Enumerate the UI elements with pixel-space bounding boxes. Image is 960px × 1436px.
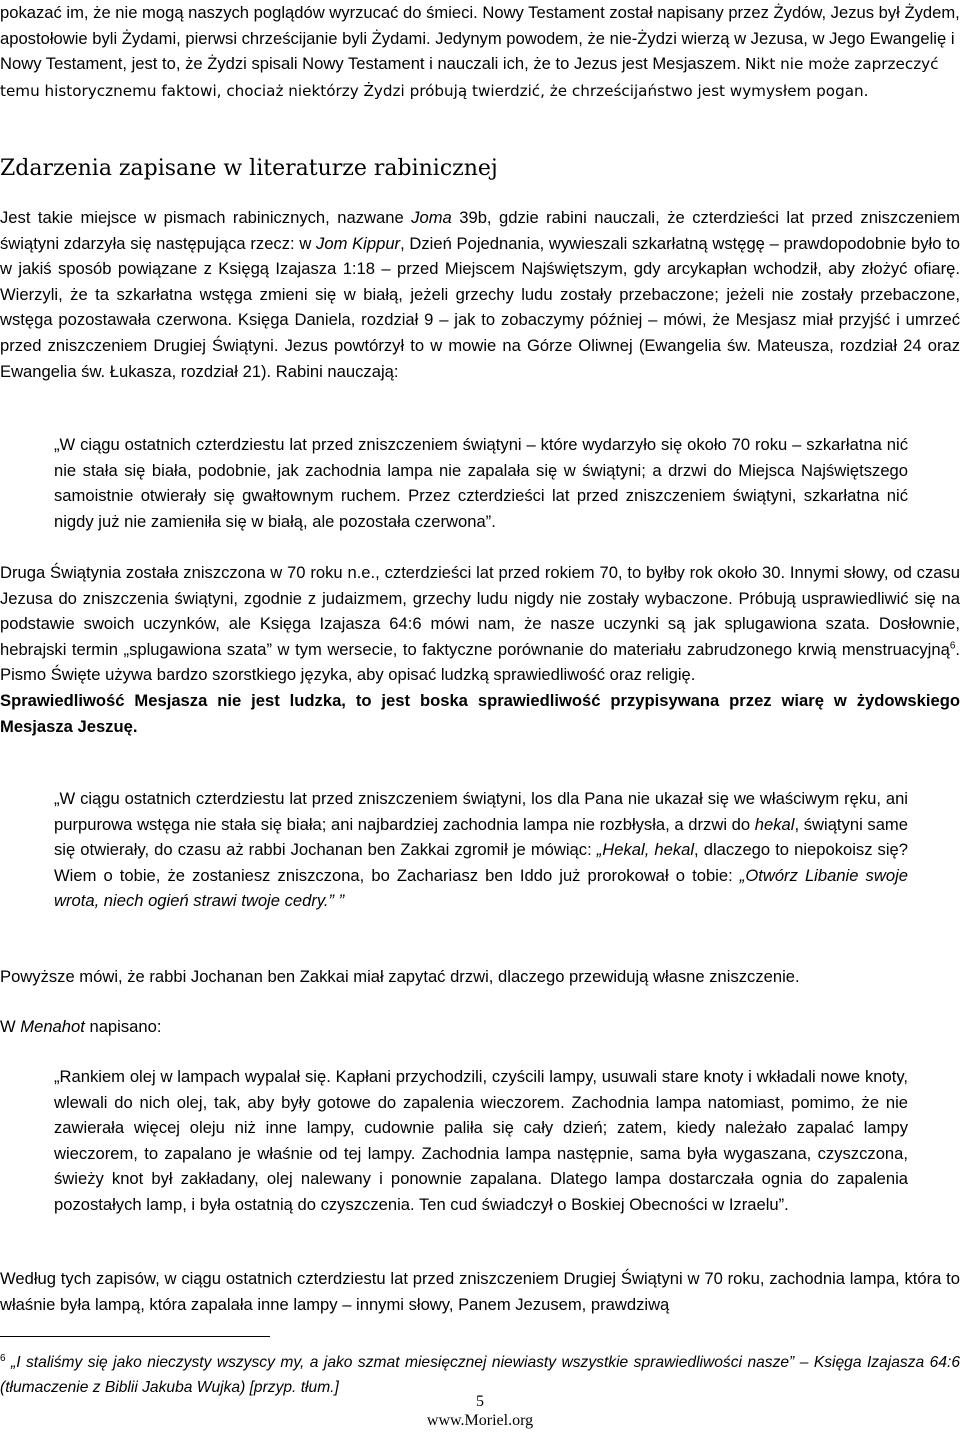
- blockquote-western-lamp: „Rankiem olej w lampach wypalał się. Kapłani przychodzili, czyścili lampy, usuwali stare knoty i wkładali nowe knoty, wlewali do nich olej, tak, aby były gotowe do zapalenia wieczorem. Zachodnia lampa natomiast, pomimo, że nie zawierała więcej oleju niż inne lampy, cudownie paliła się cały dzień; zatem, kiedy należało zapalać lampy wieczorem, to zapalano je właśnie od tej lampy. Zachodnia lampa następnie, sama była wygaszana, czyszczona, świeży knot był zakładany, olej nalewany i ponownie zapalana. Dlatego lampa dostarczała ognia do zapalenia pozostałych lamp, i była ostatnią do czyszczenia. Ten cud świadczył o Boskiej Obecności w Izraelu”.: [54, 1067, 908, 1214]
- section-heading: Zdarzenia zapisane w literaturze rabinicznej: [0, 156, 498, 181]
- paragraph-menahot: [0, 1014, 960, 1040]
- footnote-ref: 6: [949, 640, 956, 652]
- blockquote-scarlet-thread: „W ciągu ostatnich czterdziestu lat przed zniszczeniem świątyni – które wydarzyło się około 70 roku – szkarłatna nić nie stała się biała, podobnie, jak zachodnia lampa nie zapalała się w świątyni; a drzwi do Miejsca Najświętszego samoistnie otwierały się gwałtownym ruchem. Przez czterdzieści lat przed zniszczeniem świątyni, szkarłatna nić nigdy już nie zamieniła się w białą, ale pozostała czerwona”.: [54, 435, 908, 531]
- term-hekal-quote: „Hekal, hekal: [596, 840, 695, 860]
- term-hekal: hekal: [754, 814, 795, 834]
- bold-statement: Sprawiedliwość Mesjasza nie jest ludzka, to jest boska sprawiedliwość przypisywana przez wiarę w żydowskiego Mesjasza Jeszuę.: [0, 690, 960, 736]
- paragraph-second-temple: [0, 560, 960, 739]
- term-joma: Joma: [411, 208, 452, 227]
- paragraph-joma: [0, 205, 960, 384]
- text-span: , Dzień Pojednania, wywieszali szkarłatną wstęgę – prawdopodobnie było to w jakiś sposób powiązane z Księgą Izajasza 1:18 – przed Miejscem Najświętszym, gdy arcykapłan wchodził, aby złożyć ofiarę. Wierzyli, że ta szkarłatna wstęga zmieni się w białą, jeżeli grzechy ludu zostały przebaczone; jeżeli nie zostały przebaczone, wstęga pozostawała czerwona. Księga Daniela, rozdział 9 – jak to zobaczymy później – mówi, że Mesjasz miał przyjść i umrzeć przed zniszczeniem Drugiej Świątyni. Jezus powtórzył to w mowie na Górze Oliwnej (Ewangelia św. Mateusza, rozdział 24 oraz Ewangelia św. Łukasza, rozdział 21). Rabini nauczają:: [0, 233, 960, 381]
- text-span: . Pismo Święte używa bardzo szorstkiego języka, aby opisać ludzką sprawiedliwość oraz religię.: [0, 639, 960, 685]
- paragraph-according-records: Według tych zapisów, w ciągu ostatnich czterdziestu lat przed zniszczeniem Drugiej Świątyni w 70 roku, zachodnia lampa, która to właśnie była lampą, która zapalała inne lampy – innymi słowy, Panem Jezusem, prawdziwą: [0, 1269, 960, 1314]
- term-jom-kippur: Jom Kippur: [316, 233, 401, 253]
- text-span: , świątyni same się otwierały, do czasu aż rabbi Jochanan ben Zakkai zgromił je mówiąc:: [54, 814, 908, 860]
- text-span: „W ciągu ostatnich czterdziestu lat przed zniszczeniem świątyni, los dla Pana nie ukazał się we właściwym ręku, ani purpurowa wstęga nie stała się biała; ani najbardziej zachodnia lampa nie rozbłysła, a drzwi do: [54, 789, 908, 834]
- text-span: napisano:: [84, 1017, 162, 1036]
- zechariah-quote: „Otwórz Libanie swoje wrota, niech ogień strawi twoje cedry.” ”: [54, 865, 908, 911]
- footnote-marker: 6: [0, 1352, 6, 1364]
- text-span: Jest takie miejsce w pismach rabinicznych, nazwane: [0, 208, 412, 227]
- intro-sentence-2: Nikt nie może zaprzeczyć temu historycznemu faktowi, chociaż niektórzy Żydzi próbują twierdzić, że chrześcijaństwo jest wymysłem pogan.: [0, 55, 939, 100]
- term-menahot: Menahot: [20, 1017, 85, 1036]
- text-span: , dlaczego to niepokoisz się? Wiem o tobie, że zostaniesz zniszczona, bo Zachariasz ben Iddo już prorokował o tobie:: [54, 840, 908, 885]
- text-span: 39b, gdzie rabini nauczali, że czterdzieści lat przed zniszczeniem świątyni zdarzyła się następująca rzecz: w: [0, 208, 960, 253]
- intro-paragraph: [0, 0, 960, 104]
- intro-sentence-1: pokazać im, że nie mogą naszych poglądów wyrzucać do śmieci. Nowy Testament został napisany przez Żydów, Jezus był Żydem, apostołowie byli Żydami, pierwsi chrześcijanie byli Żydami. Jedynym powodem, że nie-Żydzi wierzą w Jezusa, w Jego Ewangelię i Nowy Testament, jest to, że Żydzi spisali Nowy Testament i nauczali ich, że to Jezus jest Mesjaszem.: [0, 3, 960, 74]
- footer-website: www.Moriel.org: [426, 1412, 534, 1429]
- footnote-separator: [0, 1336, 270, 1337]
- text-span: Druga Świątynia została zniszczona w 70 roku n.e., czterdzieści lat przed rokiem 70, to byłby rok około 30. Innymi słowy, od czasu Jezusa do zniszczenia świątyni, zgodnie z judaizmem, grzechy ludu nigdy nie zostały wybaczone. Próbują usprawiedliwić się na podstawie swoich uczynków, ale Księga Izajasza 64:6 mówi nam, że nasze uczynki są jak splugawiona szata. Dosłownie, hebrajski termin „splugawiona szata” w tym wersecie, to faktyczne porównanie do materiału zabrudzonego krwią menstruacyjną: [0, 563, 960, 659]
- footnote-text: „I staliśmy się jako nieczysty wszyscy my, a jako szmat miesięcznej niewiasty wszystkie sprawiedliwości nasze” – Księga Izajasza 64:6 (tłumaczenie z Biblii Jakuba Wujka) [przyp. tłum.]: [0, 1354, 960, 1396]
- paragraph-jochanan: Powyższe mówi, że rabbi Jochanan ben Zakkai miał zapytać drzwi, dlaczego przewidują własne zniszczenie.: [0, 967, 800, 986]
- blockquote-hekal: [54, 786, 908, 914]
- page-number: 5: [476, 1393, 484, 1410]
- text-span: W: [0, 1017, 21, 1036]
